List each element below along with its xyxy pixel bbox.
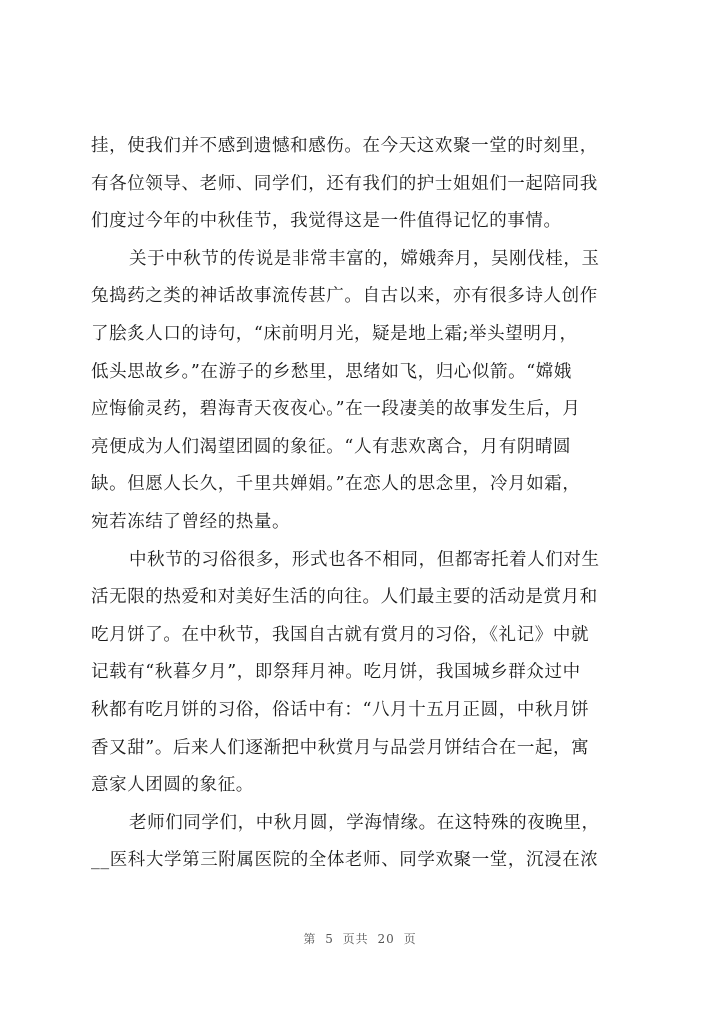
text-line: 缺。但愿人长久，千里共婵娟。”在恋人的思念里，冷月如霜，: [91, 474, 581, 495]
document-body: [91, 128, 637, 880]
text-line: 香又甜”。后来人们逐渐把中秋赏月与品尝月饼结合在一起，寓: [91, 737, 590, 758]
text-line: 应悔偷灵药，碧海青天夜夜心。”在一段凄美的故事发生后，月: [91, 399, 581, 420]
paragraph-1: [91, 128, 637, 241]
text-line: 中秋节的习俗很多，形式也各不相同，但都寄托着人们对生: [129, 549, 600, 570]
text-line: __医科大学第三附属医院的全体老师、同学欢聚一堂，沉浸在浓: [91, 850, 599, 871]
text-line: 亮便成为人们渴望团圆的象征。“人有悲欢离合，月有阴晴圆: [91, 436, 572, 457]
text-line: 老师们同学们，中秋月圆，学海情缘。在这特殊的夜晚里，: [129, 812, 600, 833]
text-line: 关于中秋节的传说是非常丰富的，嫦娥奔月，吴刚伐桂，玉: [129, 248, 600, 269]
paragraph-3: [91, 542, 637, 805]
paragraph-2: [91, 241, 637, 542]
text-line: 秋都有吃月饼的习俗，俗话中有：“八月十五月正圆，中秋月饼: [91, 699, 590, 720]
page-number-footer: 第 5 页共 20 页: [303, 932, 417, 946]
paragraph-4: [91, 805, 637, 880]
text-line: 们度过今年的中秋佳节，我觉得这是一件值得记忆的事情。: [91, 211, 562, 232]
text-line: 意家人团圆的象征。: [91, 775, 254, 796]
text-line: 记载有“秋暮夕月”，即祭拜月神。吃月饼，我国城乡群众过中: [91, 662, 581, 683]
text-line: 低头思故乡。”在游子的乡愁里，思绪如飞，归心似箭。“嫦娥: [91, 361, 572, 382]
text-line: 吃月饼了。在中秋节，我国自古就有赏月的习俗，《礼记》中就: [91, 624, 590, 645]
text-line: 宛若冻结了曾经的热量。: [91, 511, 291, 532]
text-line: 活无限的热爱和对美好生活的向往。人们最主要的活动是赏月和: [91, 587, 598, 608]
text-line: 了脍炙人口的诗句，“床前明月光，疑是地上霜;举头望明月，: [91, 323, 578, 344]
text-line: 兔捣药之类的神话故事流传甚广。自古以来，亦有很多诗人创作: [91, 286, 598, 307]
text-line: 有各位领导、老师、同学们，还有我们的护士姐姐们一起陪同我: [91, 173, 598, 194]
text-line: 挂，使我们并不感到遗憾和感伤。在今天这欢聚一堂的时刻里，: [91, 136, 598, 156]
